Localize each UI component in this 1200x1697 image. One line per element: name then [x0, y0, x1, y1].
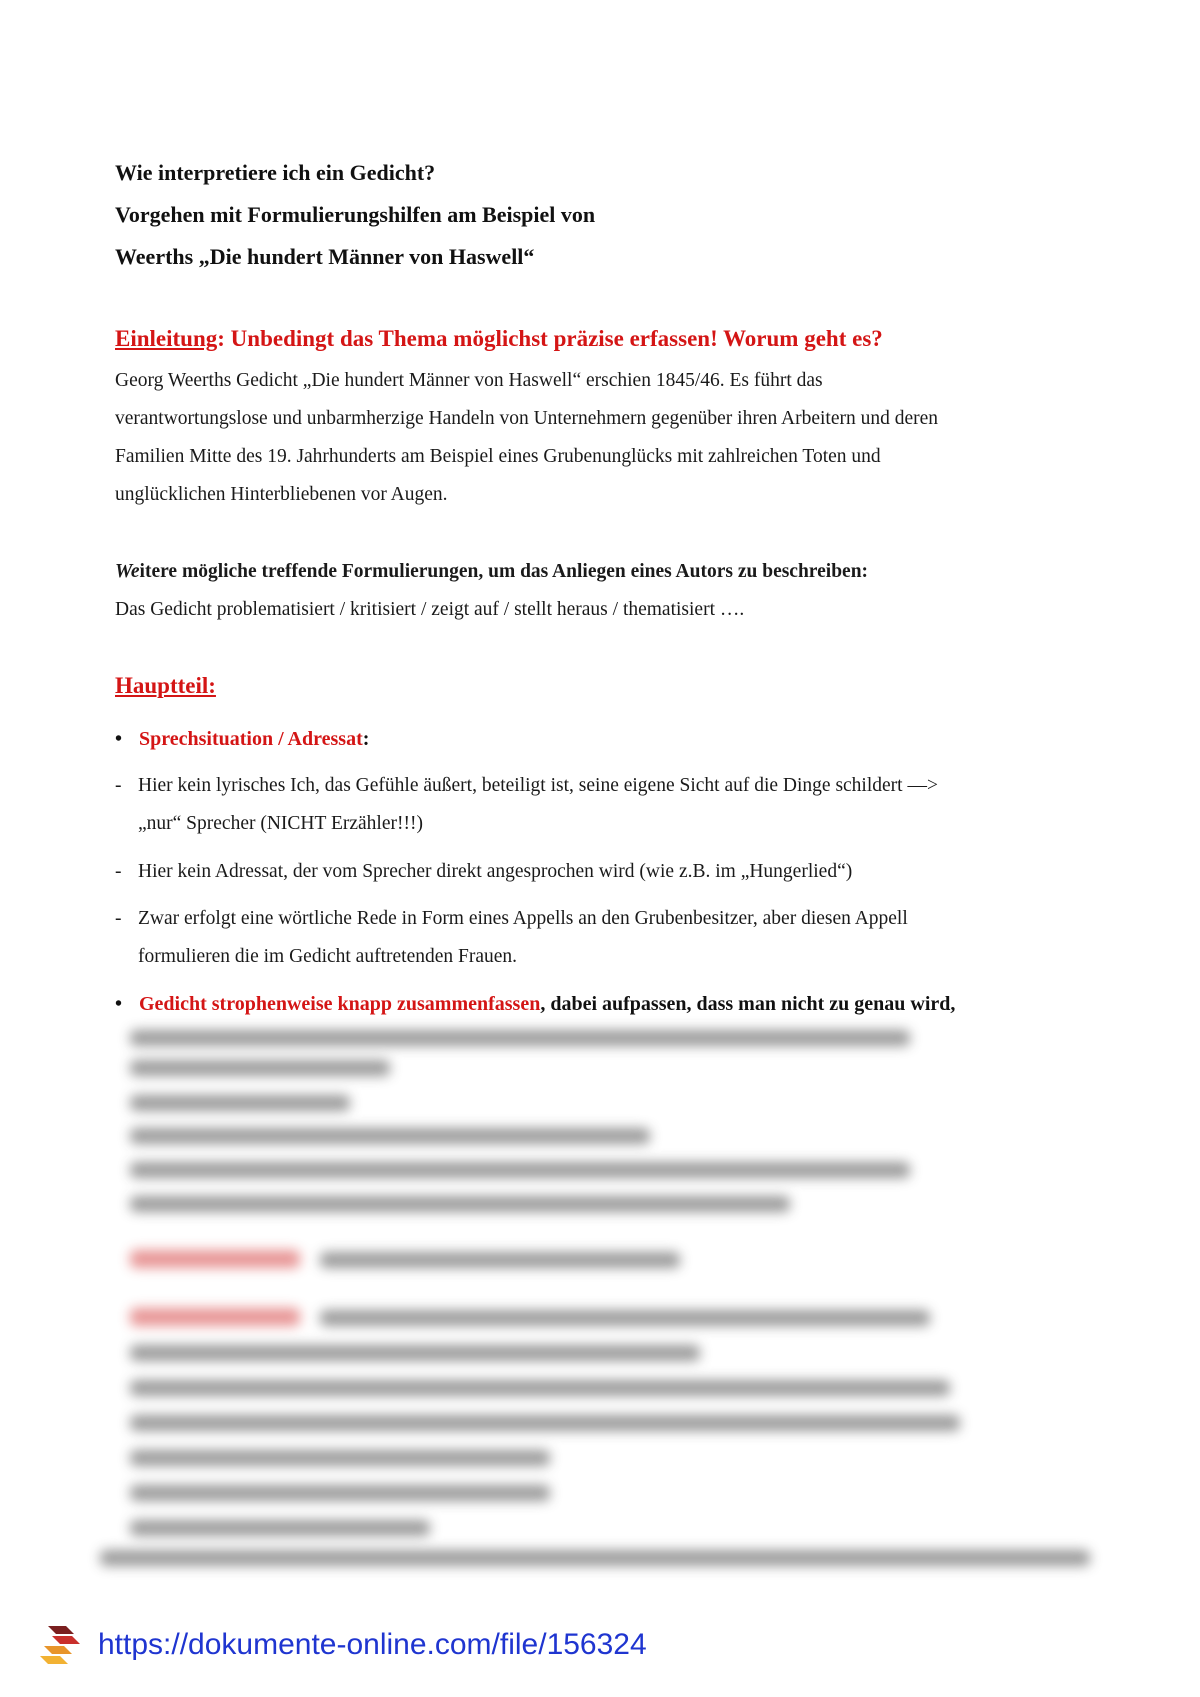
blurred-line	[130, 1380, 950, 1396]
dash-item-2-text: Hier kein Adressat, der vom Sprecher direkt angesprochen wird (wie z.B. im „Hungerlied“)	[138, 861, 853, 882]
blurred-line	[130, 1162, 910, 1178]
blurred-heading	[130, 1250, 300, 1268]
blurred-line	[130, 1415, 960, 1431]
einleitung-line-4: unglücklichen Hinterbliebenen vor Augen.	[115, 484, 448, 505]
einleitung-line-2: verantwortungslose und unbarmherzige Handeln von Unternehmern gegenüber ihren Arbeitern und deren	[115, 408, 939, 429]
bullet-zusammenfassen-label: Gedicht strophenweise knapp zusammenfassen	[139, 993, 541, 1015]
bullet-sprechsituation-colon: :	[362, 728, 370, 750]
dash-item-1-line-1: Hier kein lyrisches Ich, das Gefühle äußert, beteiligt ist, seine eigene Sicht auf die Dinge schildert —>	[138, 775, 938, 796]
dash-item-2	[115, 853, 1075, 891]
blurred-line	[320, 1310, 930, 1326]
blurred-line	[130, 1485, 550, 1501]
hauptteil-heading	[115, 673, 216, 699]
formulierungen-heading-italic: We	[115, 561, 140, 582]
source-footer	[38, 1625, 647, 1665]
blurred-line	[130, 1450, 550, 1466]
dash-marker: -	[115, 908, 122, 929]
blurred-line	[130, 1030, 910, 1046]
einleitung-label: Einleitung	[115, 326, 218, 351]
bullet-sprechsituation-label: Sprechsituation / Adressat	[139, 728, 363, 750]
bullet-sprechsituation	[115, 720, 369, 758]
title-line-2: Vorgehen mit Formulierungshilfen am Beispiel von	[115, 202, 596, 227]
bullet-dot-icon: •	[115, 728, 123, 750]
bullet-zusammenfassen-rest: , dabei aufpassen, dass man nicht zu genau wird,	[540, 993, 956, 1015]
bullet-dot-icon: •	[115, 993, 123, 1015]
einleitung-paragraph	[115, 362, 1075, 514]
blurred-line	[130, 1196, 790, 1212]
dash-item-3	[115, 900, 1075, 976]
blurred-preview-content	[100, 1010, 1100, 1585]
einleitung-line-1: Georg Weerths Gedicht „Die hundert Männer von Haswell“ erschien 1845/46. Es führt das	[115, 370, 823, 391]
formulierungen-heading	[115, 553, 1075, 591]
hauptteil-label: Hauptteil:	[115, 673, 216, 698]
blurred-line	[130, 1520, 430, 1536]
stacked-chevron-logo-icon	[38, 1624, 84, 1666]
dash-item-3-line-1: Zwar erfolgt eine wörtliche Rede in Form eines Appells an den Grubenbesitzer, aber diesen Appell	[138, 908, 908, 929]
blurred-line	[130, 1128, 650, 1144]
blurred-line	[130, 1095, 350, 1111]
dash-marker: -	[115, 775, 122, 796]
blurred-line	[130, 1345, 700, 1361]
formulierungen-line: Das Gedicht problematisiert / kritisiert / zeigt auf / stellt heraus / thematisiert ….	[115, 599, 745, 620]
blurred-line	[100, 1550, 1090, 1566]
source-url-link[interactable]: https://dokumente-online.com/file/156324	[98, 1628, 647, 1661]
dash-marker: -	[115, 861, 122, 882]
formulierungen-block	[115, 553, 1075, 629]
dash-item-1	[115, 767, 1075, 843]
formulierungen-heading-rest: itere mögliche treffende Formulierungen, um das Anliegen eines Autors zu beschreiben:	[139, 561, 869, 582]
title-line-3: Weerths „Die hundert Männer von Haswell“	[115, 244, 535, 269]
einleitung-heading	[115, 326, 883, 352]
einleitung-line-3: Familien Mitte des 19. Jahrhunderts am Beispiel eines Grubenunglücks mit zahlreichen Toten und	[115, 446, 881, 467]
title-line-1: Wie interpretiere ich ein Gedicht?	[115, 160, 436, 185]
blurred-heading	[130, 1308, 300, 1326]
dash-item-3-line-2: formulieren die im Gedicht auftretenden Frauen.	[138, 946, 518, 967]
document-title	[115, 152, 595, 278]
blurred-line	[320, 1252, 680, 1268]
einleitung-heading-rest: : Unbedingt das Thema möglichst präzise erfassen! Worum geht es?	[217, 326, 883, 351]
dash-item-1-line-2: „nur“ Sprecher (NICHT Erzähler!!!)	[138, 813, 423, 834]
blurred-line	[130, 1060, 390, 1076]
